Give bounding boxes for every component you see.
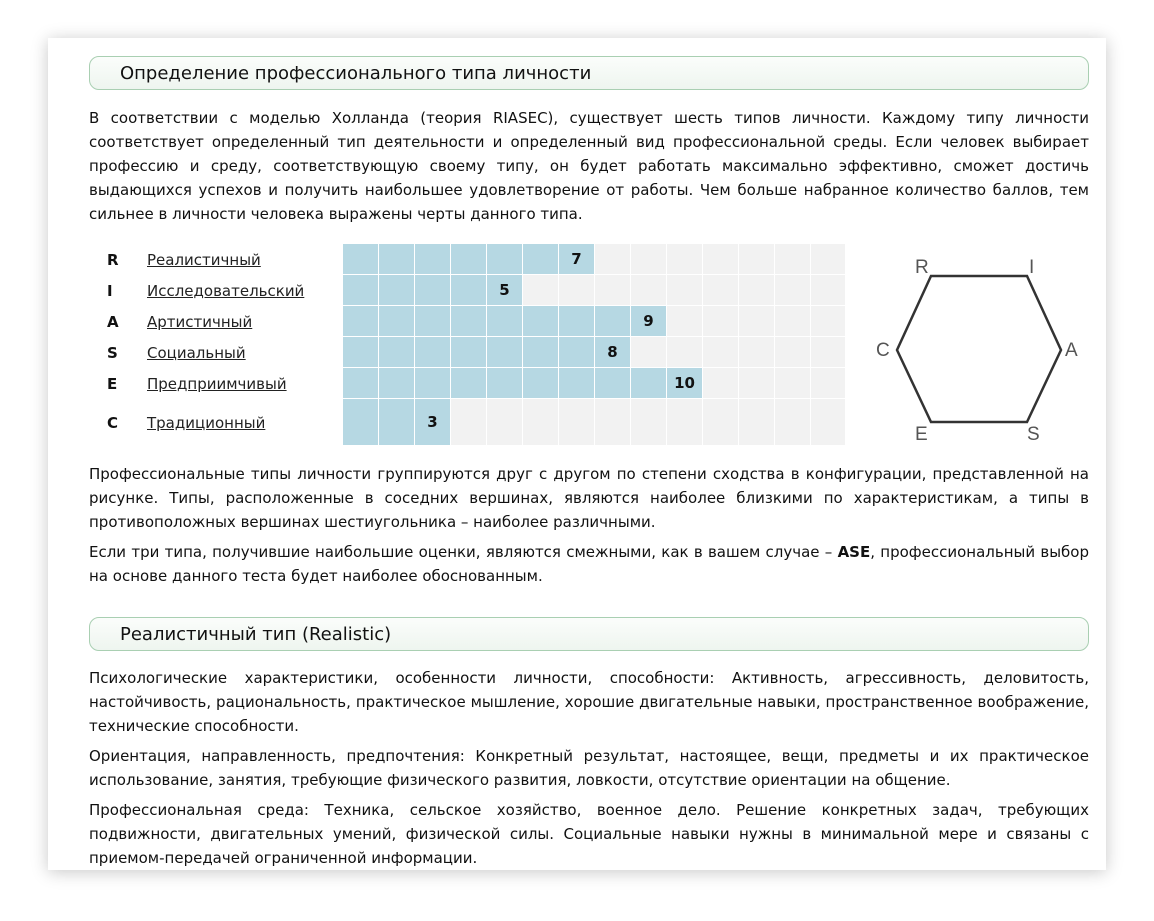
- score-value-cell: 9: [631, 306, 667, 336]
- score-cell: [775, 244, 811, 274]
- type-row-i: [89, 275, 849, 306]
- type-link-c[interactable]: Традиционный: [147, 413, 266, 432]
- score-cell: [775, 399, 811, 445]
- content: [89, 56, 1089, 870]
- section-header-profile: [89, 56, 1089, 90]
- score-cell: [559, 368, 595, 398]
- score-cell: [595, 275, 631, 305]
- document-page: [48, 38, 1106, 870]
- type-link-r[interactable]: Реалистичный: [147, 250, 261, 269]
- score-cell: [775, 275, 811, 305]
- score-value-cell: 5: [487, 275, 523, 305]
- score-cell: [811, 337, 846, 367]
- score-cell: [487, 368, 523, 398]
- score-cell: [451, 337, 487, 367]
- score-cell: [739, 399, 775, 445]
- score-cell: [811, 306, 846, 336]
- score-cell: [559, 306, 595, 336]
- score-cell: [559, 399, 595, 445]
- type-link-e[interactable]: Предприимчивый: [147, 374, 287, 393]
- type-letter: E: [107, 374, 118, 393]
- score-cell: [379, 306, 415, 336]
- score-cell: [523, 275, 559, 305]
- score-cell: [343, 306, 379, 336]
- score-cell: [703, 244, 739, 274]
- section-title: Реалистичный тип (Realistic): [120, 624, 392, 645]
- section-title: Определение профессионального типа личности: [120, 63, 592, 84]
- type-letter: A: [107, 312, 119, 331]
- realistic-characteristics: Психологические характеристики, особенности личности, способности: Активность, агрессивность, деловитость, настойчивость, рациональность, практическое мышление, хорошие двигательные навыки, пространственное воображение, технические способности.: [89, 669, 1089, 735]
- score-bar: [343, 275, 847, 305]
- riasec-score-table: [89, 244, 1089, 462]
- score-cell: [667, 275, 703, 305]
- score-cell: [343, 368, 379, 398]
- score-cell: [451, 275, 487, 305]
- intro-paragraph: В соответствии с моделью Холланда (теория RIASEC), существует шесть типов личности. Каждому типу личности соответствует определенный тип деятельности и определенный вид профессиональной среды. Если человек выбирает профессию и среду, соответствующую своему типу, он будет работать максимально эффективно, сможет достичь выдающихся успехов и получить наибольшее удовлетворение от работы. Чем больше набранное количество баллов, тем сильнее в личности человека выражены черты данного типа.: [89, 109, 1089, 223]
- score-cell: [415, 337, 451, 367]
- score-bar: [343, 337, 847, 367]
- score-cell: [451, 368, 487, 398]
- score-cell: [379, 368, 415, 398]
- score-cell: [703, 306, 739, 336]
- score-cell: [631, 399, 667, 445]
- hexagon-label-c: C: [876, 340, 890, 361]
- score-cell: [415, 368, 451, 398]
- score-cell: [379, 275, 415, 305]
- groups-paragraph: Профессиональные типы личности группируются друг с другом по степени сходства в конфигурации, представленной на рисунке. Типы, расположенные в соседних вершинах, являются наиболее близкими по характеристикам, а типы в противоположных вершинах шестиугольника – наиболее различными.: [89, 465, 1089, 531]
- score-cell: [775, 306, 811, 336]
- score-cell: [343, 275, 379, 305]
- type-link-a[interactable]: Артистичный: [147, 312, 253, 331]
- score-bar: [343, 368, 847, 398]
- hexagon-label-s: S: [1027, 424, 1040, 445]
- score-cell: [487, 244, 523, 274]
- score-cell: [775, 368, 811, 398]
- score-cell: [595, 244, 631, 274]
- score-cell: [775, 337, 811, 367]
- score-cell: [379, 337, 415, 367]
- type-link-s[interactable]: Социальный: [147, 343, 246, 362]
- riasec-hexagon-diagram: [875, 242, 1105, 462]
- score-cell: [523, 399, 559, 445]
- score-cell: [523, 244, 559, 274]
- score-cell: [667, 244, 703, 274]
- hexagon-label-e: E: [915, 424, 928, 445]
- score-value-cell: 8: [595, 337, 631, 367]
- type-row-a: [89, 306, 849, 337]
- score-cell: [739, 368, 775, 398]
- result-code: ASE: [837, 543, 871, 561]
- hexagon-label-r: R: [915, 257, 929, 278]
- score-cell: [451, 244, 487, 274]
- score-cell: [487, 399, 523, 445]
- type-link-i[interactable]: Исследовательский: [147, 281, 305, 300]
- score-cell: [343, 337, 379, 367]
- hexagon-label-a: A: [1065, 340, 1078, 361]
- score-cell: [523, 337, 559, 367]
- score-cell: [703, 399, 739, 445]
- score-bar: [343, 306, 847, 336]
- score-cell: [415, 306, 451, 336]
- score-cell: [415, 275, 451, 305]
- score-cell: [667, 306, 703, 336]
- score-bar: [343, 244, 847, 274]
- score-cell: [595, 368, 631, 398]
- score-cell: [379, 244, 415, 274]
- score-cell: [343, 399, 379, 445]
- score-cell: [523, 306, 559, 336]
- score-cell: [811, 244, 846, 274]
- score-cell: [811, 399, 846, 445]
- realistic-orientation: Ориентация, направленность, предпочтения: Конкретный результат, настоящее, вещи, предметы и их практическое использование, занятия, требующие физического развития, ловкости, отсутствие ориентации на общение.: [89, 747, 1089, 789]
- score-cell: [379, 399, 415, 445]
- type-row-s: [89, 337, 849, 368]
- score-cell: [811, 275, 846, 305]
- score-cell: [631, 337, 667, 367]
- hexagon-shape: [897, 276, 1061, 422]
- score-cell: [739, 337, 775, 367]
- type-row-c: [89, 399, 849, 446]
- type-letter: I: [107, 281, 113, 300]
- score-cell: [667, 337, 703, 367]
- score-cell: [739, 306, 775, 336]
- type-row-e: [89, 368, 849, 399]
- score-cell: [343, 244, 379, 274]
- score-cell: [703, 275, 739, 305]
- score-cell: [595, 306, 631, 336]
- score-cell: [559, 337, 595, 367]
- result-prefix: Если три типа, получившие наибольшие оценки, являются смежными, как в вашем случае –: [89, 543, 838, 561]
- score-cell: [703, 368, 739, 398]
- score-cell: [631, 275, 667, 305]
- score-cell: [451, 399, 487, 445]
- realistic-environment: Профессиональная среда: Техника, сельское хозяйство, военное дело. Решение конкретных задач, требующих подвижности, двигательных умений, физической силы. Социальные навыки нужны в минимальной мере и связаны с приемом-передачей ограниченной информации.: [89, 801, 1089, 867]
- score-cell: [811, 368, 846, 398]
- score-cell: [523, 368, 559, 398]
- score-value-cell: 10: [667, 368, 703, 398]
- score-cell: [667, 399, 703, 445]
- score-cell: [703, 337, 739, 367]
- section-header-realistic: [89, 617, 1089, 651]
- type-row-r: [89, 244, 849, 275]
- score-cell: [595, 399, 631, 445]
- result-paragraph: [89, 540, 1089, 588]
- score-cell: [487, 337, 523, 367]
- type-letter: S: [107, 343, 118, 362]
- hexagon-label-i: I: [1029, 257, 1035, 278]
- score-cell: [631, 368, 667, 398]
- type-letter: R: [107, 250, 119, 269]
- score-cell: [631, 244, 667, 274]
- score-cell: [415, 244, 451, 274]
- score-value-cell: 7: [559, 244, 595, 274]
- type-letter: C: [107, 413, 119, 432]
- score-bar: [343, 399, 847, 445]
- score-cell: [487, 306, 523, 336]
- score-cell: [739, 275, 775, 305]
- score-value-cell: 3: [415, 399, 451, 445]
- score-cell: [739, 244, 775, 274]
- result-suffix: , профессиональный выбор на основе данного теста будет наиболее обоснованным.: [89, 543, 1089, 585]
- score-cell: [451, 306, 487, 336]
- score-cell: [559, 275, 595, 305]
